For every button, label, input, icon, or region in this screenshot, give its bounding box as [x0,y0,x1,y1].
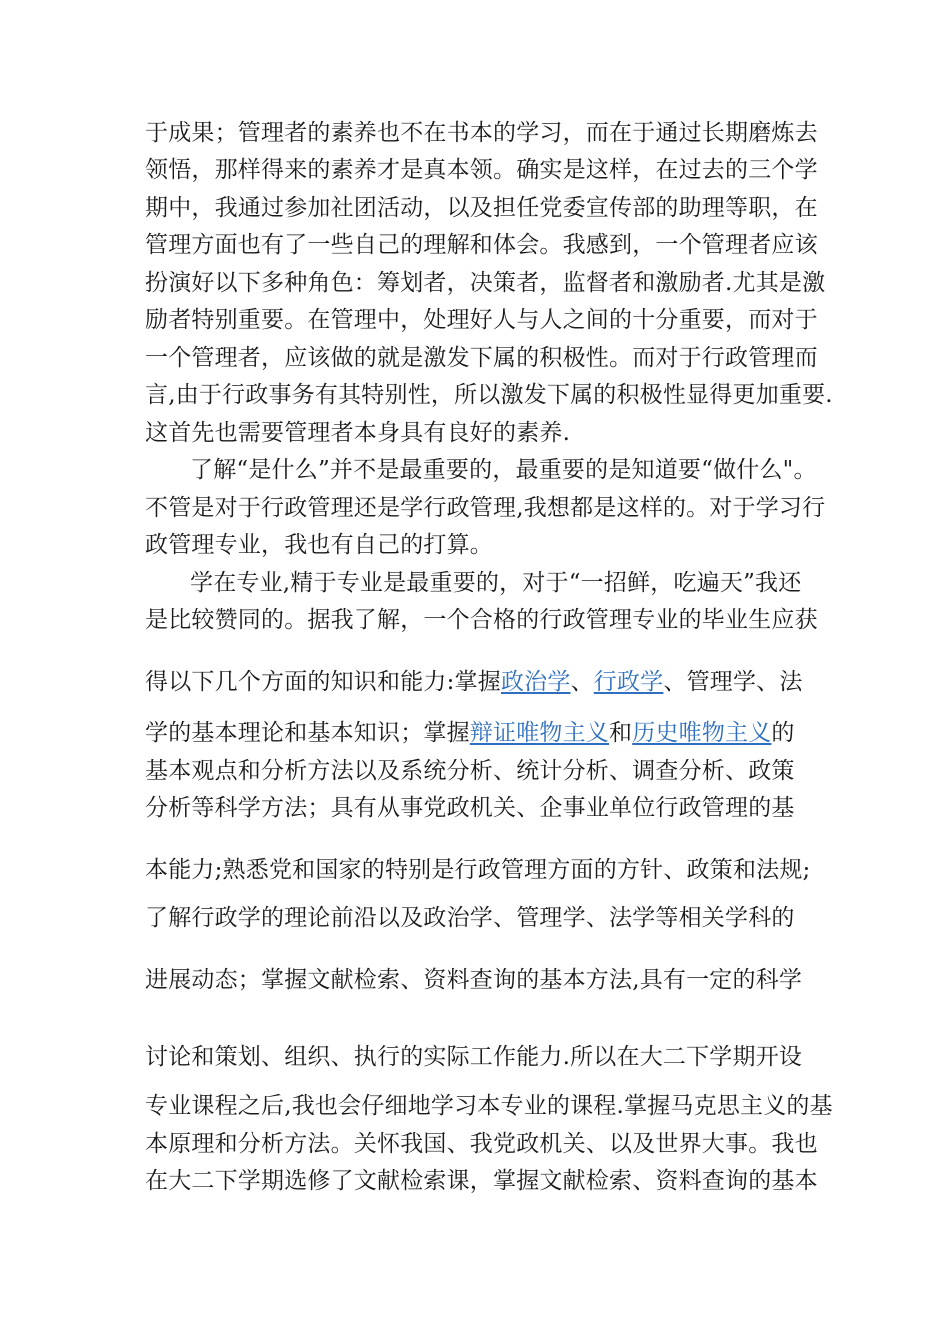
paragraph-line: 了解“是什么”并不是最重要的，最重要的是知道要“做什么"。 [190,457,817,483]
paragraph-line: 学在专业,精于专业是最重要的，对于“一招鲜，吃遍天”我还 [190,570,802,596]
text-run: 、 [570,669,594,695]
paragraph-line: 言,由于行政事务有其特别性，所以激发下属的积极性显得更加重要. [145,382,833,408]
paragraph-line: 领悟，那样得来的素养才是真本领。确实是这样，在过去的三个学 [145,157,818,183]
paragraph-line: 了解行政学的理论前沿以及政治学、管理学、法学等相关学科的 [145,905,795,931]
paragraph-line: 进展动态；掌握文献检索、资料查询的基本方法,具有一定的科学 [145,967,803,993]
paragraph-line: 分析等科学方法；具有从事党政机关、企事业单位行政管理的基 [145,795,795,821]
paragraph-line: 基本观点和分析方法以及系统分析、统计分析、调查分析、政策 [145,758,795,784]
text-run: 得以下几个方面的知识和能力:掌握 [145,669,501,695]
paragraph-line: 是比较赞同的。据我了解，一个合格的行政管理专业的毕业生应获 [145,607,818,633]
text-run: 的 [771,720,795,746]
link-political-science[interactable]: 政治学 [500,669,571,695]
paragraph-line: 在大二下学期选修了文献检索课，掌握文献检索、资料查询的基本 [145,1168,818,1194]
paragraph-line: 管理方面也有了一些自己的理解和体会。我感到，一个管理者应该 [145,232,818,258]
text-run: 、管理学、法 [663,669,803,695]
link-public-administration[interactable]: 行政学 [593,669,664,695]
paragraph-line [145,667,825,697]
paragraph-line: 于成果；管理者的素养也不在书本的学习，而在于通过长期磨炼去 [145,120,818,146]
text-run: 和 [609,720,633,746]
paragraph-line: 不管是对于行政管理还是学行政管理,我想都是这样的。对于学习行 [145,495,826,521]
paragraph-line: 讨论和策划、组织、执行的实际工作能力.所以在大二下学期开设 [145,1044,803,1070]
paragraph-line: 本能力;熟悉党和国家的特别是行政管理方面的方针、政策和法规; [145,857,811,883]
link-historical-materialism[interactable]: 历史唯物主义 [632,720,772,746]
link-dialectical-materialism[interactable]: 辩证唯物主义 [469,720,610,746]
paragraph-line: 一个管理者，应该做的就是激发下属的积极性。而对于行政管理而 [145,345,818,371]
paragraph-line: 扮演好以下多种角色：筹划者，决策者，监督者和激励者.尤其是激 [145,270,826,296]
paragraph-line: 本原理和分析方法。关怀我国、我党政机关、以及世界大事。我也 [145,1131,818,1157]
paragraph-line: 专业课程之后,我也会仔细地学习本专业的课程.掌握马克思主义的基 [145,1093,833,1119]
paragraph-line: 励者特别重要。在管理中，处理好人与人之间的十分重要，而对于 [145,307,818,333]
text-run: 学的基本理论和基本知识；掌握 [145,720,470,746]
paragraph-line [145,718,825,748]
paragraph-line: 这首先也需要管理者本身具有良好的素养. [145,420,571,446]
paragraph-line: 期中，我通过参加社团活动，以及担任党委宣传部的助理等职，在 [145,195,818,221]
paragraph-line: 政管理专业，我也有自己的打算。 [145,532,493,558]
